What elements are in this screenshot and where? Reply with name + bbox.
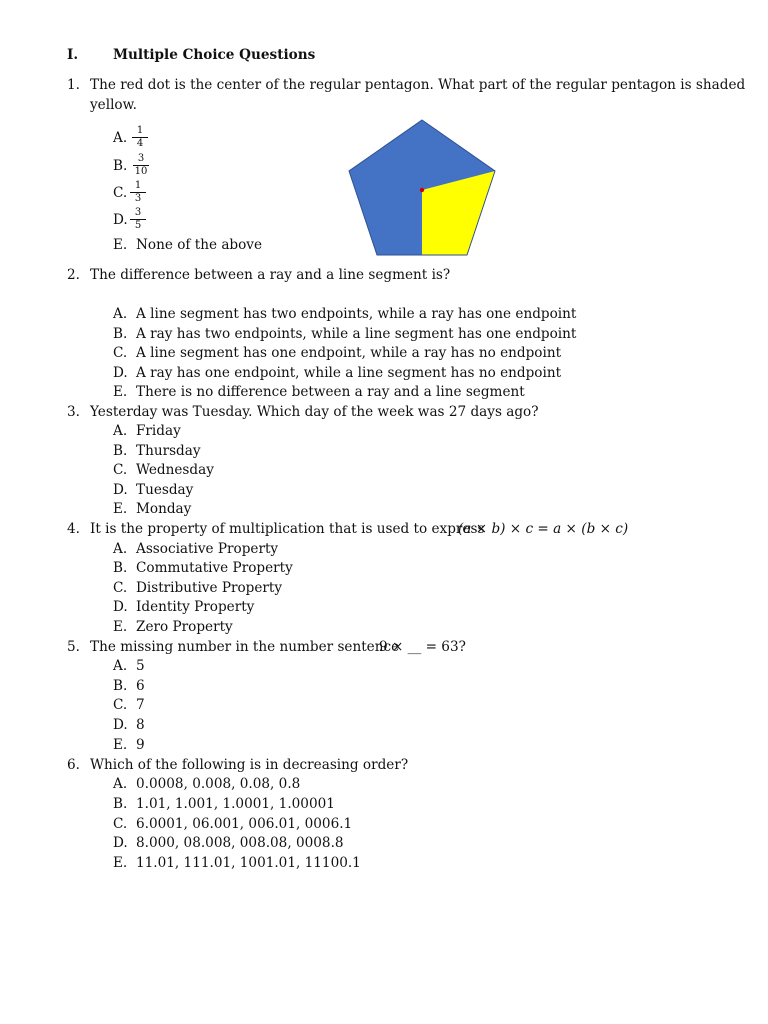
pentagon-center-dot — [420, 188, 424, 192]
choice-text: None of the above — [136, 237, 263, 253]
choice-text: 1.01, 1.001, 1.0001, 1.00001 — [136, 796, 335, 812]
choice-letter: E. — [113, 384, 128, 400]
question-number: 2. — [67, 267, 80, 283]
choice-letter: A. — [113, 130, 128, 146]
choice-letter: C. — [113, 185, 128, 201]
question-text: The difference between a ray and a line segment is? — [90, 267, 451, 283]
question-text-line-1: The red dot is the center of the regular pentagon. What part of the regular pentagon is shaded — [90, 77, 746, 93]
choice-letter: D. — [113, 599, 128, 615]
question-number: 4. — [67, 521, 80, 537]
choice-letter: D. — [113, 482, 128, 498]
number-sentence: 9 × __ = 63? — [379, 639, 466, 655]
fraction-numerator: 3 — [137, 153, 145, 164]
choice-text: 6.0001, 06.001, 006.01, 0006.1 — [136, 816, 353, 832]
choice-text: 9 — [136, 737, 145, 753]
fraction-denominator: 5 — [134, 220, 142, 231]
question-number: 1. — [67, 77, 80, 93]
choice-text: Monday — [136, 501, 192, 517]
choice-text: Associative Property — [136, 541, 279, 557]
choice-letter: C. — [113, 816, 128, 832]
fraction-denominator: 4 — [136, 138, 144, 149]
choice-text: 5 — [136, 658, 145, 674]
choice-letter: A. — [113, 423, 128, 439]
choice-letter: B. — [113, 326, 128, 342]
choice-letter: A. — [113, 541, 128, 557]
choice-text: 11.01, 111.01, 1001.01, 11100.1 — [136, 855, 361, 871]
associative-formula: (a × b) × c = a × (b × c) — [458, 521, 629, 537]
choice-fraction — [128, 208, 148, 231]
choice-letter: A. — [113, 658, 128, 674]
question-number: 3. — [67, 404, 80, 420]
choice-fraction — [130, 126, 150, 149]
question-text: Yesterday was Tuesday. Which day of the week was 27 days ago? — [90, 404, 539, 420]
question-number: 6. — [67, 757, 80, 773]
question-text: The missing number in the number sentence — [90, 639, 400, 655]
choice-text: A line segment has two endpoints, while a ray has one endpoint — [136, 306, 577, 322]
fraction-denominator: 10 — [134, 166, 148, 177]
choice-text: 8 — [136, 717, 145, 733]
choice-letter: D. — [113, 717, 128, 733]
choice-text: Wednesday — [136, 462, 214, 478]
choice-letter: B. — [113, 443, 128, 459]
choice-text: A ray has two endpoints, while a line segment has one endpoint — [136, 326, 577, 342]
fraction-denominator: 3 — [134, 193, 142, 204]
choice-letter: D. — [113, 212, 128, 228]
choice-text: There is no difference between a ray and a line segment — [136, 384, 525, 400]
choice-letter: B. — [113, 678, 128, 694]
choice-letter: D. — [113, 365, 128, 381]
question-text-line-2: yellow. — [90, 97, 137, 113]
choice-letter: D. — [113, 835, 128, 851]
question-text: It is the property of multiplication that is used to express — [90, 521, 485, 537]
choice-letter: E. — [113, 855, 128, 871]
question-number: 5. — [67, 639, 80, 655]
choice-letter: B. — [113, 560, 128, 576]
choice-letter: B. — [113, 158, 128, 174]
section-title: Multiple Choice Questions — [113, 47, 316, 63]
choice-text: A line segment has one endpoint, while a ray has no endpoint — [136, 345, 562, 361]
choice-text: Friday — [136, 423, 181, 439]
choice-text: A ray has one endpoint, while a line segment has no endpoint — [136, 365, 562, 381]
choice-letter: E. — [113, 619, 128, 635]
choice-letter: E. — [113, 737, 128, 753]
choice-fraction — [128, 181, 148, 204]
choice-letter: A. — [113, 776, 128, 792]
choice-letter: C. — [113, 580, 128, 596]
choice-letter: E. — [113, 501, 128, 517]
choice-letter: A. — [113, 306, 128, 322]
choice-text: Tuesday — [136, 482, 194, 498]
choice-letter: E. — [113, 237, 128, 253]
section-numeral: I. — [67, 47, 79, 63]
choice-letter: B. — [113, 796, 128, 812]
fraction-numerator: 1 — [134, 180, 142, 191]
choice-text: Zero Property — [136, 619, 233, 635]
fraction-numerator: 1 — [136, 125, 144, 136]
choice-text: Distributive Property — [136, 580, 283, 596]
choice-text: 6 — [136, 678, 145, 694]
choice-letter: C. — [113, 462, 128, 478]
choice-text: 8.000, 08.008, 008.08, 0008.8 — [136, 835, 344, 851]
choice-letter: C. — [113, 345, 128, 361]
choice-text: 7 — [136, 697, 145, 713]
choice-fraction — [131, 154, 151, 177]
choice-text: Commutative Property — [136, 560, 293, 576]
question-text: Which of the following is in decreasing order? — [90, 757, 409, 773]
fraction-numerator: 3 — [134, 207, 142, 218]
choice-text: Thursday — [136, 443, 201, 459]
choice-text: 0.0008, 0.008, 0.08, 0.8 — [136, 776, 301, 792]
choice-letter: C. — [113, 697, 128, 713]
choice-text: Identity Property — [136, 599, 255, 615]
pentagon-figure — [340, 112, 510, 262]
